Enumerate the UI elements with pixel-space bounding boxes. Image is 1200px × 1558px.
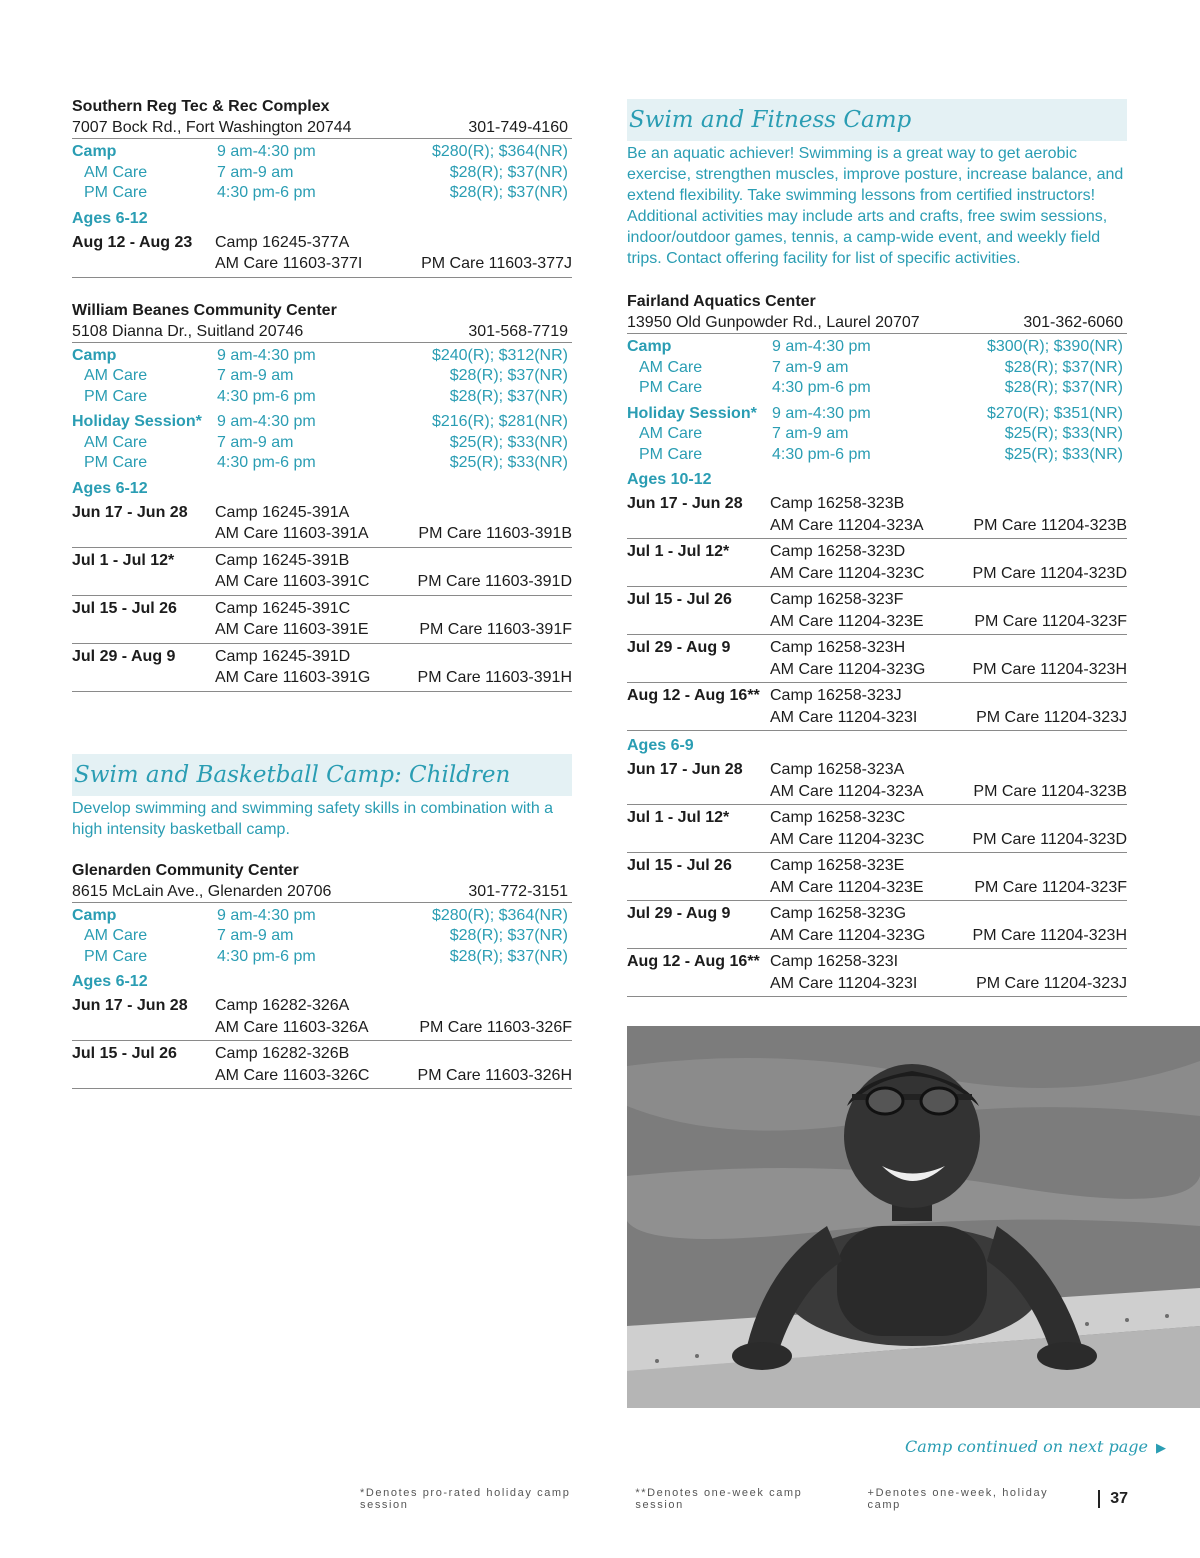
facility-beanes [72, 300, 572, 692]
care-codes [215, 667, 572, 689]
session-dates: Jul 29 - Aug 9 [72, 647, 176, 665]
continued-link[interactable] [905, 1437, 1166, 1456]
pm-care-code: PM Care 11603-391F [419, 621, 572, 638]
camp-code: Camp 16245-391C [215, 599, 351, 617]
rate-time: 7 am-9 am [772, 425, 849, 442]
session-row [72, 1041, 572, 1089]
session-list [72, 500, 572, 692]
camp-code: Camp 16258-323D [770, 543, 906, 560]
am-care-code: AM Care 11603-391E [215, 621, 369, 638]
session-codes [215, 598, 572, 641]
section-title-basketball: Swim and Basketball Camp: Children [72, 754, 572, 796]
care-codes [770, 707, 1127, 729]
care-codes [770, 611, 1127, 633]
session-codes [770, 759, 1127, 802]
care-codes [215, 619, 572, 641]
rate-row [627, 337, 1127, 358]
session-dates: Jun 17 - Jun 28 [627, 495, 743, 512]
ages-label: Ages 6-12 [72, 479, 148, 497]
session-codes [770, 807, 1127, 850]
facility-phone: 301-772-3151 [468, 882, 568, 900]
session-codes [215, 232, 572, 275]
am-care-code: AM Care 11603-326C [215, 1066, 370, 1084]
session-row [627, 635, 1127, 683]
session-codes [215, 1043, 572, 1086]
rate-label: PM Care [639, 379, 703, 396]
section-title-fitness: Swim and Fitness Camp [627, 99, 1127, 141]
page-footer [360, 1487, 1128, 1511]
pm-care-code: PM Care 11204-323J [976, 974, 1127, 992]
session-row [627, 587, 1127, 635]
session-row [627, 683, 1127, 731]
am-care-code: AM Care 11204-323C [770, 830, 925, 848]
session-list [627, 491, 1127, 731]
rate-label: Holiday Session* [627, 404, 757, 422]
facility-name: Southern Reg Tec & Rec Complex [72, 98, 330, 115]
rate-time: 9 am-4:30 pm [772, 338, 871, 355]
rate-label: Holiday Session* [72, 413, 202, 430]
footnote-holiday: +Denotes one-week, holiday camp [867, 1487, 1049, 1511]
session-dates: Jul 15 - Jul 26 [72, 1045, 177, 1062]
rate-time: 9 am-4:30 pm [217, 346, 316, 364]
rate-label: Camp [72, 906, 117, 924]
pm-care-code: PM Care 11204-323F [974, 612, 1127, 630]
facility-address: 13950 Old Gunpowder Rd., Laurel 20707 [627, 314, 920, 331]
rate-price: $240(R); $312(NR) [431, 346, 568, 364]
session-dates: Jun 17 - Jun 28 [72, 503, 188, 521]
section-description-fitness: Be an aquatic achiever! Swimming is a great way to get aerobic exercise, strengthen muscles, improve posture, increase balance, and extend flexibility. Take swimming lessons from certified instructors! Additional activities may include arts and crafts, free swim sessions, indoor/outdoor games, tennis, a camp-wide event, and weekly field trips. Contact offering facility for list of specific activities. [627, 145, 1124, 267]
session-dates: Jul 15 - Jul 26 [627, 857, 732, 874]
am-care-code: AM Care 11204-323G [770, 660, 926, 678]
rate-row [72, 926, 572, 947]
session-codes [770, 637, 1127, 680]
ages-label: Ages 6-9 [627, 737, 694, 754]
session-dates: Aug 12 - Aug 23 [72, 233, 193, 251]
am-care-code: AM Care 11204-323C [770, 564, 925, 582]
left-column [72, 0, 572, 1089]
facility-address-line [627, 312, 1127, 334]
session-row [72, 596, 572, 644]
session-codes [770, 951, 1127, 994]
rate-price: $28(R); $37(NR) [449, 927, 568, 944]
rate-price: $28(R); $37(NR) [449, 387, 568, 405]
swimmer-illustration [627, 1026, 1200, 1408]
rate-time: 4:30 pm-6 pm [217, 454, 316, 471]
rate-label: AM Care [639, 425, 703, 442]
rate-label: PM Care [84, 454, 148, 471]
session-row [627, 949, 1127, 997]
am-care-code: AM Care 11204-323E [770, 878, 924, 896]
facility-name: Glenarden Community Center [72, 861, 299, 879]
section-description-basketball: Develop swimming and swimming safety skills in combination with a high intensity basketball camp. [72, 799, 554, 838]
session-row [627, 757, 1127, 805]
pm-care-code: PM Care 11204-323H [972, 660, 1127, 678]
am-care-code: AM Care 11204-323A [770, 516, 924, 534]
session-row [72, 548, 572, 596]
care-codes [770, 563, 1127, 585]
ages-label: Ages 10-12 [627, 471, 712, 488]
page-number: 37 [1098, 1490, 1128, 1508]
right-column [627, 0, 1127, 997]
facility-address-line [72, 321, 572, 343]
rate-price: $25(R); $33(NR) [1004, 425, 1123, 442]
rate-price: $25(R); $33(NR) [449, 433, 568, 451]
session-dates: Jun 17 - Jun 28 [72, 997, 188, 1014]
care-codes [770, 829, 1127, 851]
session-dates: Aug 12 - Aug 16** [627, 953, 760, 970]
rate-price: $28(R); $37(NR) [449, 947, 568, 965]
facility-phone: 301-749-4160 [468, 119, 568, 136]
pm-care-code: PM Care 11204-323D [972, 564, 1127, 582]
session-list [72, 230, 572, 278]
rate-price: $28(R); $37(NR) [449, 367, 568, 384]
session-codes [770, 589, 1127, 632]
rate-time: 7 am-9 am [772, 358, 849, 376]
session-row [627, 491, 1127, 539]
care-codes [215, 1017, 572, 1039]
rate-row [72, 366, 572, 387]
rate-label: PM Care [84, 387, 148, 405]
care-codes [770, 659, 1127, 681]
facility-glenarden [72, 860, 572, 1090]
pm-care-code: PM Care 11603-391B [418, 525, 572, 542]
session-codes [770, 903, 1127, 946]
care-codes [215, 523, 572, 545]
camp-code: Camp 16258-323J [770, 687, 902, 704]
pm-care-code: PM Care 11204-323J [976, 708, 1127, 726]
pm-care-code: PM Care 11603-326F [419, 1018, 572, 1036]
session-row [627, 901, 1127, 949]
camp-code: Camp 16258-323F [770, 591, 904, 608]
am-care-code: AM Care 11204-323E [770, 612, 924, 630]
rate-time: 7 am-9 am [217, 367, 294, 384]
facility-address-line [72, 117, 572, 139]
rate-price: $28(R); $37(NR) [449, 163, 568, 181]
rate-table [72, 346, 572, 474]
rate-table [72, 906, 572, 968]
am-care-code: AM Care 11204-323I [770, 708, 918, 726]
am-care-code: AM Care 11603-326A [215, 1018, 369, 1036]
session-codes [770, 685, 1127, 728]
session-row [627, 805, 1127, 853]
session-codes [215, 550, 572, 593]
care-codes [215, 1065, 572, 1087]
rate-row [72, 183, 572, 204]
continued-text: Camp continued on next page [905, 1437, 1148, 1456]
care-codes [770, 925, 1127, 947]
am-care-code: AM Care 11603-391C [215, 573, 370, 590]
rate-price: $280(R); $364(NR) [431, 143, 568, 160]
am-care-code: AM Care 11204-323G [770, 926, 926, 944]
facility-address-line [72, 881, 572, 903]
facility-fairland [627, 291, 1127, 997]
rate-table [627, 337, 1127, 465]
session-codes [770, 493, 1127, 536]
am-care-code: AM Care 11603-377I [215, 255, 363, 272]
rate-price: $216(R); $281(NR) [431, 413, 568, 430]
rate-row [627, 378, 1127, 399]
rate-time: 9 am-4:30 pm [772, 404, 871, 422]
session-dates: Jul 1 - Jul 12* [627, 543, 730, 560]
rate-label: PM Care [639, 445, 703, 463]
facility-phone: 301-568-7719 [468, 322, 568, 340]
session-row [627, 539, 1127, 587]
rate-price: $300(R); $390(NR) [986, 338, 1123, 355]
rate-time: 9 am-4:30 pm [217, 413, 316, 430]
session-codes [770, 541, 1127, 584]
ages-label: Ages 6-12 [72, 209, 148, 227]
rate-row [72, 453, 572, 474]
camp-code: Camp 16258-323A [770, 761, 905, 778]
rate-row [72, 433, 572, 454]
session-dates: Jul 15 - Jul 26 [627, 591, 732, 608]
session-codes [215, 502, 572, 545]
camp-code: Camp 16258-323G [770, 905, 907, 922]
rate-price: $28(R); $37(NR) [449, 184, 568, 201]
facility-address: 7007 Bock Rd., Fort Washington 20744 [72, 119, 352, 136]
rate-row [72, 142, 572, 163]
swimmer-photo [627, 1026, 1200, 1408]
care-codes [770, 973, 1127, 995]
footnote-one-week: **Denotes one-week camp session [635, 1487, 803, 1511]
rate-row [72, 387, 572, 408]
rate-row [627, 445, 1127, 466]
session-row [72, 500, 572, 548]
rate-label: PM Care [84, 947, 148, 965]
session-dates: Aug 12 - Aug 16** [627, 687, 760, 704]
rate-time: 9 am-4:30 pm [217, 906, 316, 924]
session-row [627, 853, 1127, 901]
pm-care-code: PM Care 11204-323B [973, 516, 1127, 534]
rate-price: $25(R); $33(NR) [1004, 445, 1123, 463]
rate-label: Camp [627, 338, 672, 355]
camp-code: Camp 16245-377A [215, 233, 350, 251]
rate-time: 4:30 pm-6 pm [217, 387, 316, 405]
rate-time: 7 am-9 am [217, 927, 294, 944]
facility-address: 5108 Dianna Dr., Suitland 20746 [72, 322, 304, 340]
session-dates: Jun 17 - Jun 28 [627, 761, 743, 778]
camp-code: Camp 16258-323I [770, 953, 899, 970]
rate-row [72, 906, 572, 927]
rate-row [72, 163, 572, 184]
session-dates: Jul 15 - Jul 26 [72, 599, 177, 617]
camp-code: Camp 16245-391A [215, 503, 350, 521]
am-care-code: AM Care 11204-323A [770, 782, 924, 800]
session-codes [215, 646, 572, 689]
session-dates: Jul 1 - Jul 12* [72, 551, 175, 569]
rate-label: PM Care [84, 184, 148, 201]
care-codes [215, 253, 572, 275]
session-row [72, 230, 572, 278]
session-row [72, 644, 572, 692]
session-codes [215, 995, 572, 1038]
footnote-prorated: *Denotes pro-rated holiday camp session [360, 1487, 571, 1511]
session-dates: Jul 29 - Aug 9 [627, 905, 731, 922]
pm-care-code: PM Care 11603-326H [417, 1066, 572, 1084]
rate-price: $280(R); $364(NR) [431, 906, 568, 924]
rate-row [627, 404, 1127, 425]
rate-table [72, 142, 572, 204]
session-dates: Jul 29 - Aug 9 [627, 639, 731, 656]
camp-code: Camp 16245-391B [215, 551, 350, 569]
camp-code: Camp 16258-323C [770, 809, 906, 826]
rate-label: AM Care [639, 358, 703, 376]
ages-label: Ages 6-12 [72, 973, 148, 990]
camp-code: Camp 16258-323E [770, 857, 905, 874]
care-codes [770, 877, 1127, 899]
facility-address: 8615 McLain Ave., Glenarden 20706 [72, 882, 332, 900]
rate-row [627, 358, 1127, 379]
rate-time: 7 am-9 am [217, 433, 294, 451]
rate-time: 7 am-9 am [217, 163, 294, 181]
rate-label: AM Care [84, 927, 148, 944]
rate-row [627, 424, 1127, 445]
rate-label: AM Care [84, 433, 148, 451]
rate-price: $28(R); $37(NR) [1004, 379, 1123, 396]
pm-care-code: PM Care 11603-391H [417, 669, 572, 686]
camp-code: Camp 16245-391D [215, 647, 351, 665]
pm-care-code: PM Care 11204-323B [973, 782, 1127, 800]
pm-care-code: PM Care 11603-391D [417, 573, 572, 590]
care-codes [770, 781, 1127, 803]
session-dates: Jul 1 - Jul 12* [627, 809, 730, 826]
am-care-code: AM Care 11204-323I [770, 974, 918, 992]
pm-care-code: PM Care 11603-377J [421, 255, 572, 272]
camp-code: Camp 16258-323H [770, 639, 906, 656]
session-codes [770, 855, 1127, 898]
rate-label: AM Care [84, 367, 148, 384]
rate-row [72, 346, 572, 367]
camp-code: Camp 16282-326A [215, 997, 350, 1014]
rate-price: $270(R); $351(NR) [986, 404, 1123, 422]
rate-row [72, 947, 572, 968]
rate-price: $28(R); $37(NR) [1004, 358, 1123, 376]
rate-label: Camp [72, 143, 117, 160]
care-codes [770, 515, 1127, 537]
pm-care-code: PM Care 11204-323D [972, 830, 1127, 848]
rate-label: Camp [72, 346, 117, 364]
rate-row [72, 412, 572, 433]
arrow-right-icon: ▶ [1155, 1441, 1166, 1456]
am-care-code: AM Care 11603-391A [215, 525, 369, 542]
pm-care-code: PM Care 11204-323F [974, 878, 1127, 896]
facility-southern [72, 96, 572, 278]
am-care-code: AM Care 11603-391G [215, 669, 371, 686]
rate-price: $25(R); $33(NR) [449, 454, 568, 471]
rate-time: 4:30 pm-6 pm [217, 184, 316, 201]
rate-time: 4:30 pm-6 pm [217, 947, 316, 965]
session-list [72, 993, 572, 1089]
rate-time: 9 am-4:30 pm [217, 143, 316, 160]
facility-name: Fairland Aquatics Center [627, 293, 816, 310]
camp-code: Camp 16258-323B [770, 495, 905, 512]
rate-label: AM Care [84, 163, 148, 181]
session-row [72, 993, 572, 1041]
rate-time: 4:30 pm-6 pm [772, 379, 871, 396]
camp-code: Camp 16282-326B [215, 1045, 350, 1062]
rate-time: 4:30 pm-6 pm [772, 445, 871, 463]
care-codes [215, 571, 572, 593]
facility-phone: 301-362-6060 [1023, 314, 1123, 331]
session-list [627, 757, 1127, 997]
facility-name: William Beanes Community Center [72, 301, 337, 319]
pm-care-code: PM Care 11204-323H [972, 926, 1127, 944]
